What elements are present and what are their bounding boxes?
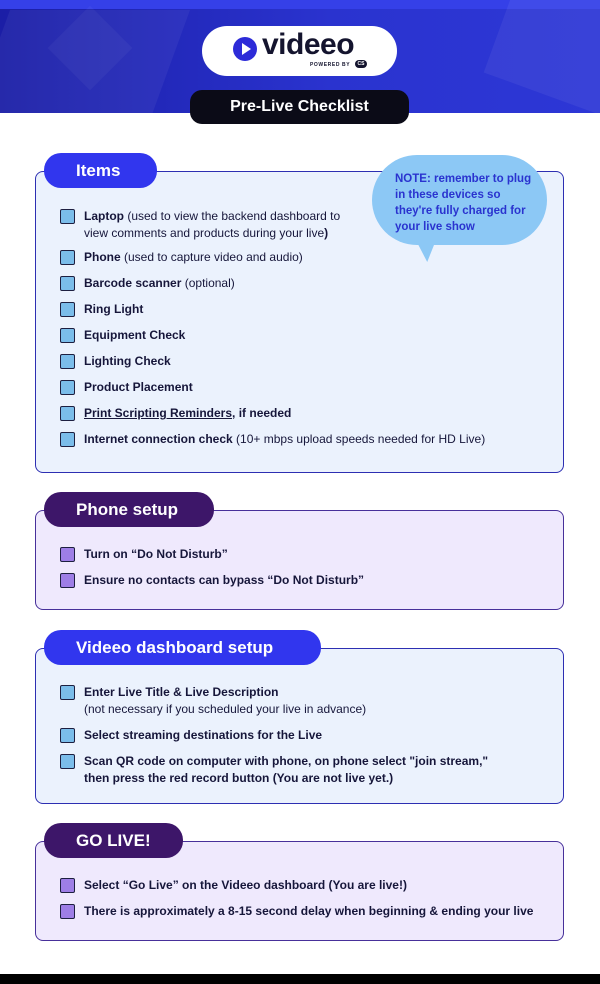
checkbox[interactable]	[60, 878, 75, 893]
checkbox[interactable]	[60, 904, 75, 919]
logo-wordmark: videeo	[262, 28, 355, 61]
checkbox[interactable]	[60, 728, 75, 743]
item-label: Ring Light	[84, 302, 144, 316]
checkbox[interactable]	[60, 432, 75, 447]
note-text: NOTE: remember to plug in these devices so they're fully charged for your live show	[395, 173, 532, 233]
item-label: Phone	[84, 250, 121, 264]
videeo-logo	[202, 26, 397, 76]
item-label-underlined[interactable]: Print Scripting Reminders	[84, 406, 233, 420]
item-label: Equipment Check	[84, 328, 186, 342]
item-label: Select streaming destinations for the Live	[84, 728, 323, 742]
item-detail: (optional)	[181, 276, 235, 290]
checkbox[interactable]	[60, 754, 75, 769]
item-detail: (used to view the backend dashboard to	[124, 209, 341, 223]
item-label: There is approximately a 8-15 second delay when beginning & ending your live	[84, 904, 534, 918]
item-label: Select “Go Live” on the Videeo dashboard (You are live!)	[84, 878, 407, 892]
checkbox[interactable]	[60, 276, 75, 291]
item-label: Internet connection check	[84, 432, 233, 446]
item-label: Product Placement	[84, 380, 193, 394]
powered-by-text: POWERED BY	[310, 62, 351, 68]
item-label: Laptop	[84, 209, 124, 223]
checkbox[interactable]	[60, 354, 75, 369]
checkbox[interactable]	[60, 209, 75, 224]
checkbox[interactable]	[60, 328, 75, 343]
checkbox[interactable]	[60, 380, 75, 395]
checkbox[interactable]	[60, 573, 75, 588]
decorative-shape	[484, 0, 600, 113]
item-detail-line2: (not necessary if you scheduled your live in advance)	[84, 702, 367, 716]
item-detail: (10+ mbps upload speeds needed for HD Live)	[232, 432, 486, 446]
item-label: Scan QR code on computer with phone, on phone select "join stream,"	[84, 754, 489, 768]
phone-setup-section-title: Phone setup	[44, 492, 214, 527]
item-detail: (used to capture video and audio)	[120, 250, 303, 264]
checkbox[interactable]	[60, 406, 75, 421]
page-title: Pre-Live Checklist	[190, 90, 409, 124]
item-label: Turn on “Do Not Disturb”	[84, 547, 228, 561]
item-label: , if needed	[232, 406, 292, 420]
note-bubble	[372, 155, 547, 245]
cs-badge-icon: CS	[355, 60, 367, 68]
play-icon	[233, 37, 257, 61]
dashboard-setup-section-title: Videeo dashboard setup	[44, 630, 321, 665]
item-label: Lighting Check	[84, 354, 171, 368]
items-section-title: Items	[44, 153, 157, 188]
item-detail-close: )	[324, 226, 329, 240]
item-label: Ensure no contacts can bypass “Do Not Disturb”	[84, 573, 365, 587]
go-live-section-title: GO LIVE!	[44, 823, 183, 858]
item-label: Enter Live Title & Live Description	[84, 685, 279, 699]
checkbox[interactable]	[60, 250, 75, 265]
checkbox[interactable]	[60, 302, 75, 317]
checkbox[interactable]	[60, 547, 75, 562]
item-detail-line2: view comments and products during your live	[84, 226, 325, 240]
checkbox[interactable]	[60, 685, 75, 700]
item-label-line2: then press the red record button (You are not live yet.)	[84, 771, 394, 785]
item-label: Barcode scanner	[84, 276, 182, 290]
footer-bar	[0, 974, 600, 984]
